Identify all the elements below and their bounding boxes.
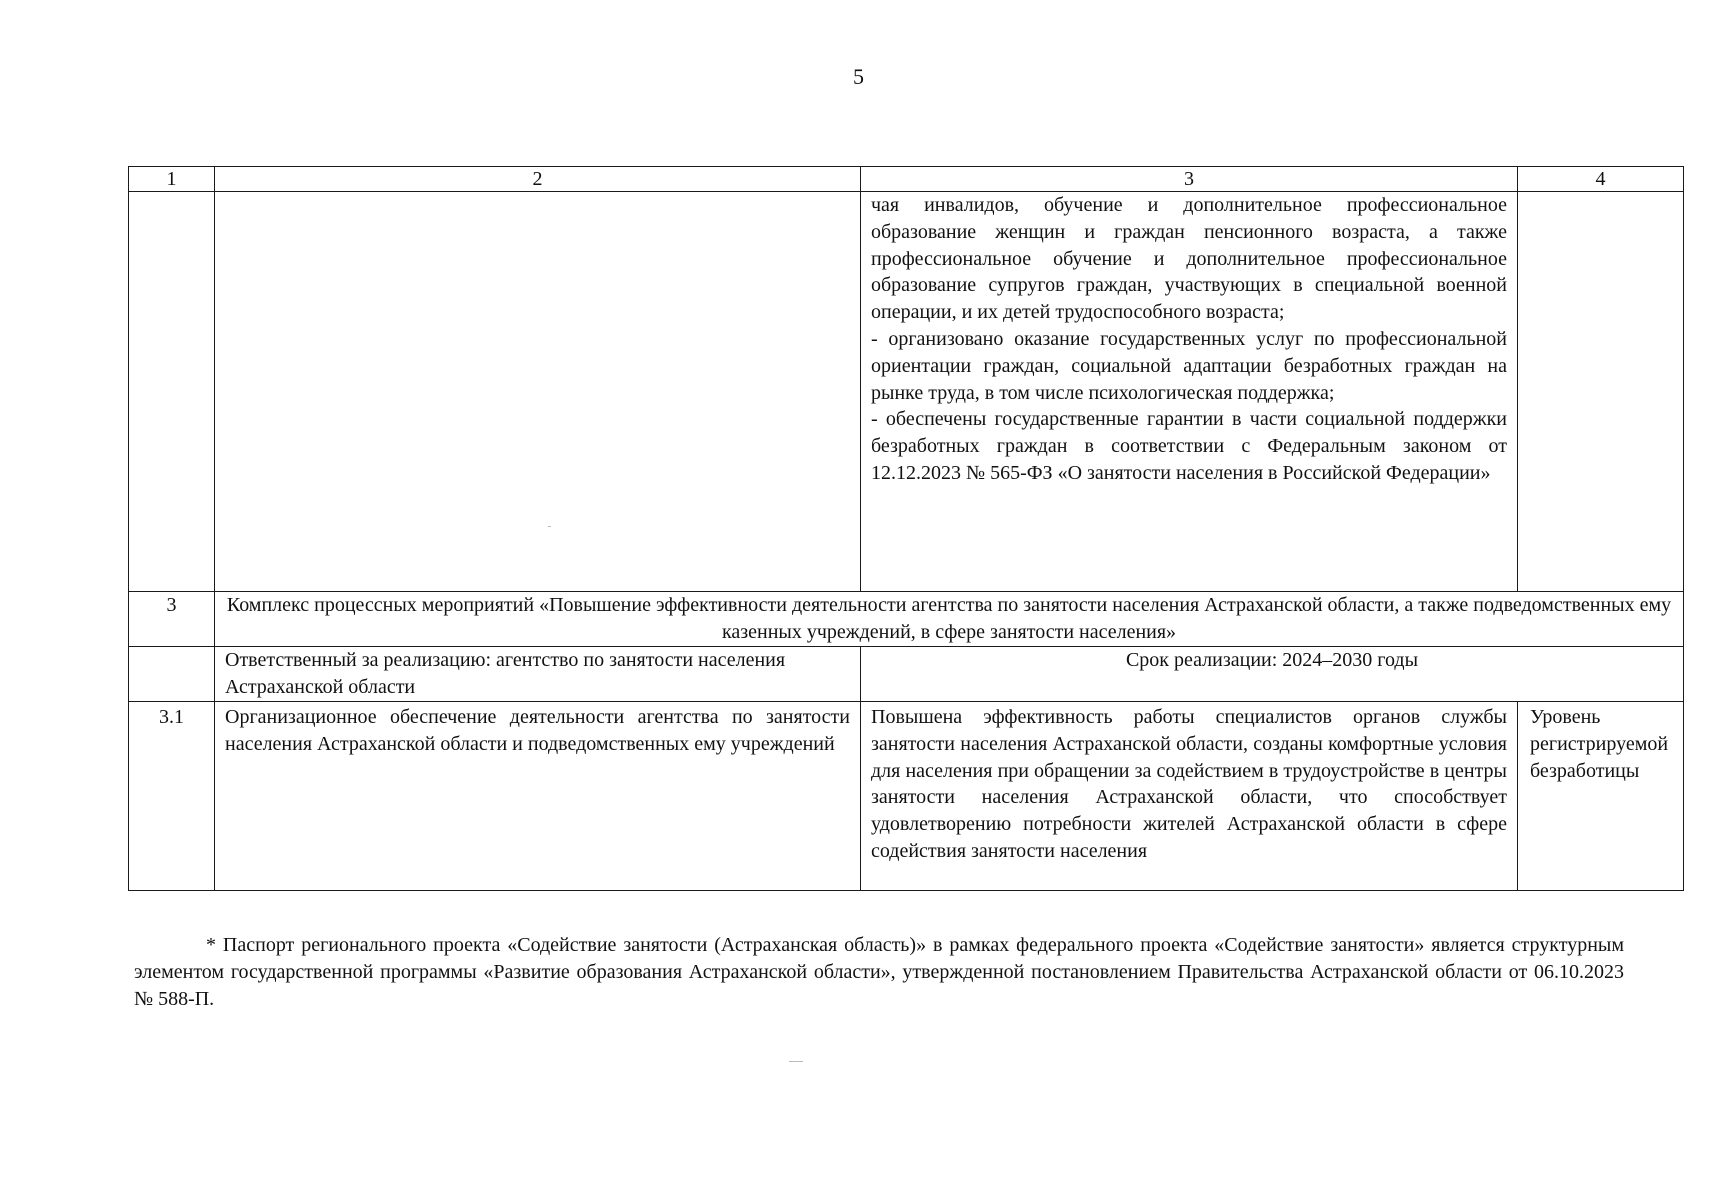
scan-speck	[548, 526, 551, 527]
result-paragraph-3: - обеспечены государственные гарантии в части социальной поддержки безработных граждан в соответствии с Федеральным законом от 12.12.2023 № 565-ФЗ «О занятости населения в Российской Федерации»	[871, 408, 1507, 484]
item-number: 3.1	[129, 702, 215, 891]
header-col-4: 4	[1518, 167, 1684, 192]
result-paragraph-1: чая инвалидов, обучение и дополнительное профессиональное образование женщин и граждан пенсионного возраста, а также профессиональное обучение и дополнительное профессиональное образование супругов граждан, участвующих в специальной военной операции, и их детей трудоспособного возраста;	[871, 194, 1507, 324]
table-row-responsible	[129, 647, 1684, 702]
footnote: * Паспорт регионального проекта «Содействие занятости (Астраханская область)» в рамках федерального проекта «Содействие занятости» является структурным элементом государственной программы «Развитие образования Астраханской области», утвержденной постановлением Правительства Астраханской области от 06.10.2023 № 588-П.	[134, 934, 1624, 1010]
responsible-empty-cell	[129, 647, 215, 702]
scan-speck	[789, 1061, 803, 1062]
measures-table	[128, 166, 1684, 891]
section-title: Комплекс процессных мероприятий «Повышение эффективности деятельности агентства по занятости населения Астраханской области, а также подведомственных ему казенных учреждений, в сфере занятости населения»	[215, 592, 1684, 647]
header-col-2: 2	[215, 167, 861, 192]
table-row-section-3	[129, 592, 1684, 647]
page-number: 5	[853, 64, 864, 89]
table-row-continuation	[129, 192, 1684, 592]
responsible-text: Ответственный за реализацию: агентство по занятости населения Астраханской области	[215, 647, 861, 702]
table-row-3-1	[129, 702, 1684, 891]
item-result: Повышена эффективность работы специалистов органов службы занятости населения Астраханской области, созданы комфортные условия для населения при обращении за содействием в трудоустройстве в центры занятости населения Астраханской области, что способствует удовлетворению потребности жителей Астраханской области в сфере содействия занятости населения	[861, 702, 1518, 891]
table-header-row	[129, 167, 1684, 192]
header-col-1: 1	[129, 167, 215, 192]
header-col-3: 3	[861, 167, 1518, 192]
cont-cell-result	[861, 192, 1518, 592]
section-number: 3	[129, 592, 215, 647]
result-paragraph-2: - организовано оказание государственных услуг по профессиональной ориентации граждан, социальной адаптации безработных граждан на рынке труда, в том числе психологическая поддержка;	[871, 327, 1507, 404]
cont-cell-number	[129, 192, 215, 592]
cont-cell-indicator	[1518, 192, 1684, 592]
cont-cell-task	[215, 192, 861, 592]
item-indicator: Уровень регистрируемой безработицы	[1518, 702, 1684, 891]
implementation-term: Срок реализации: 2024–2030 годы	[861, 647, 1684, 702]
item-task: Организационное обеспечение деятельности агентства по занятости населения Астраханской области и подведомственных ему учреждений	[215, 702, 861, 891]
